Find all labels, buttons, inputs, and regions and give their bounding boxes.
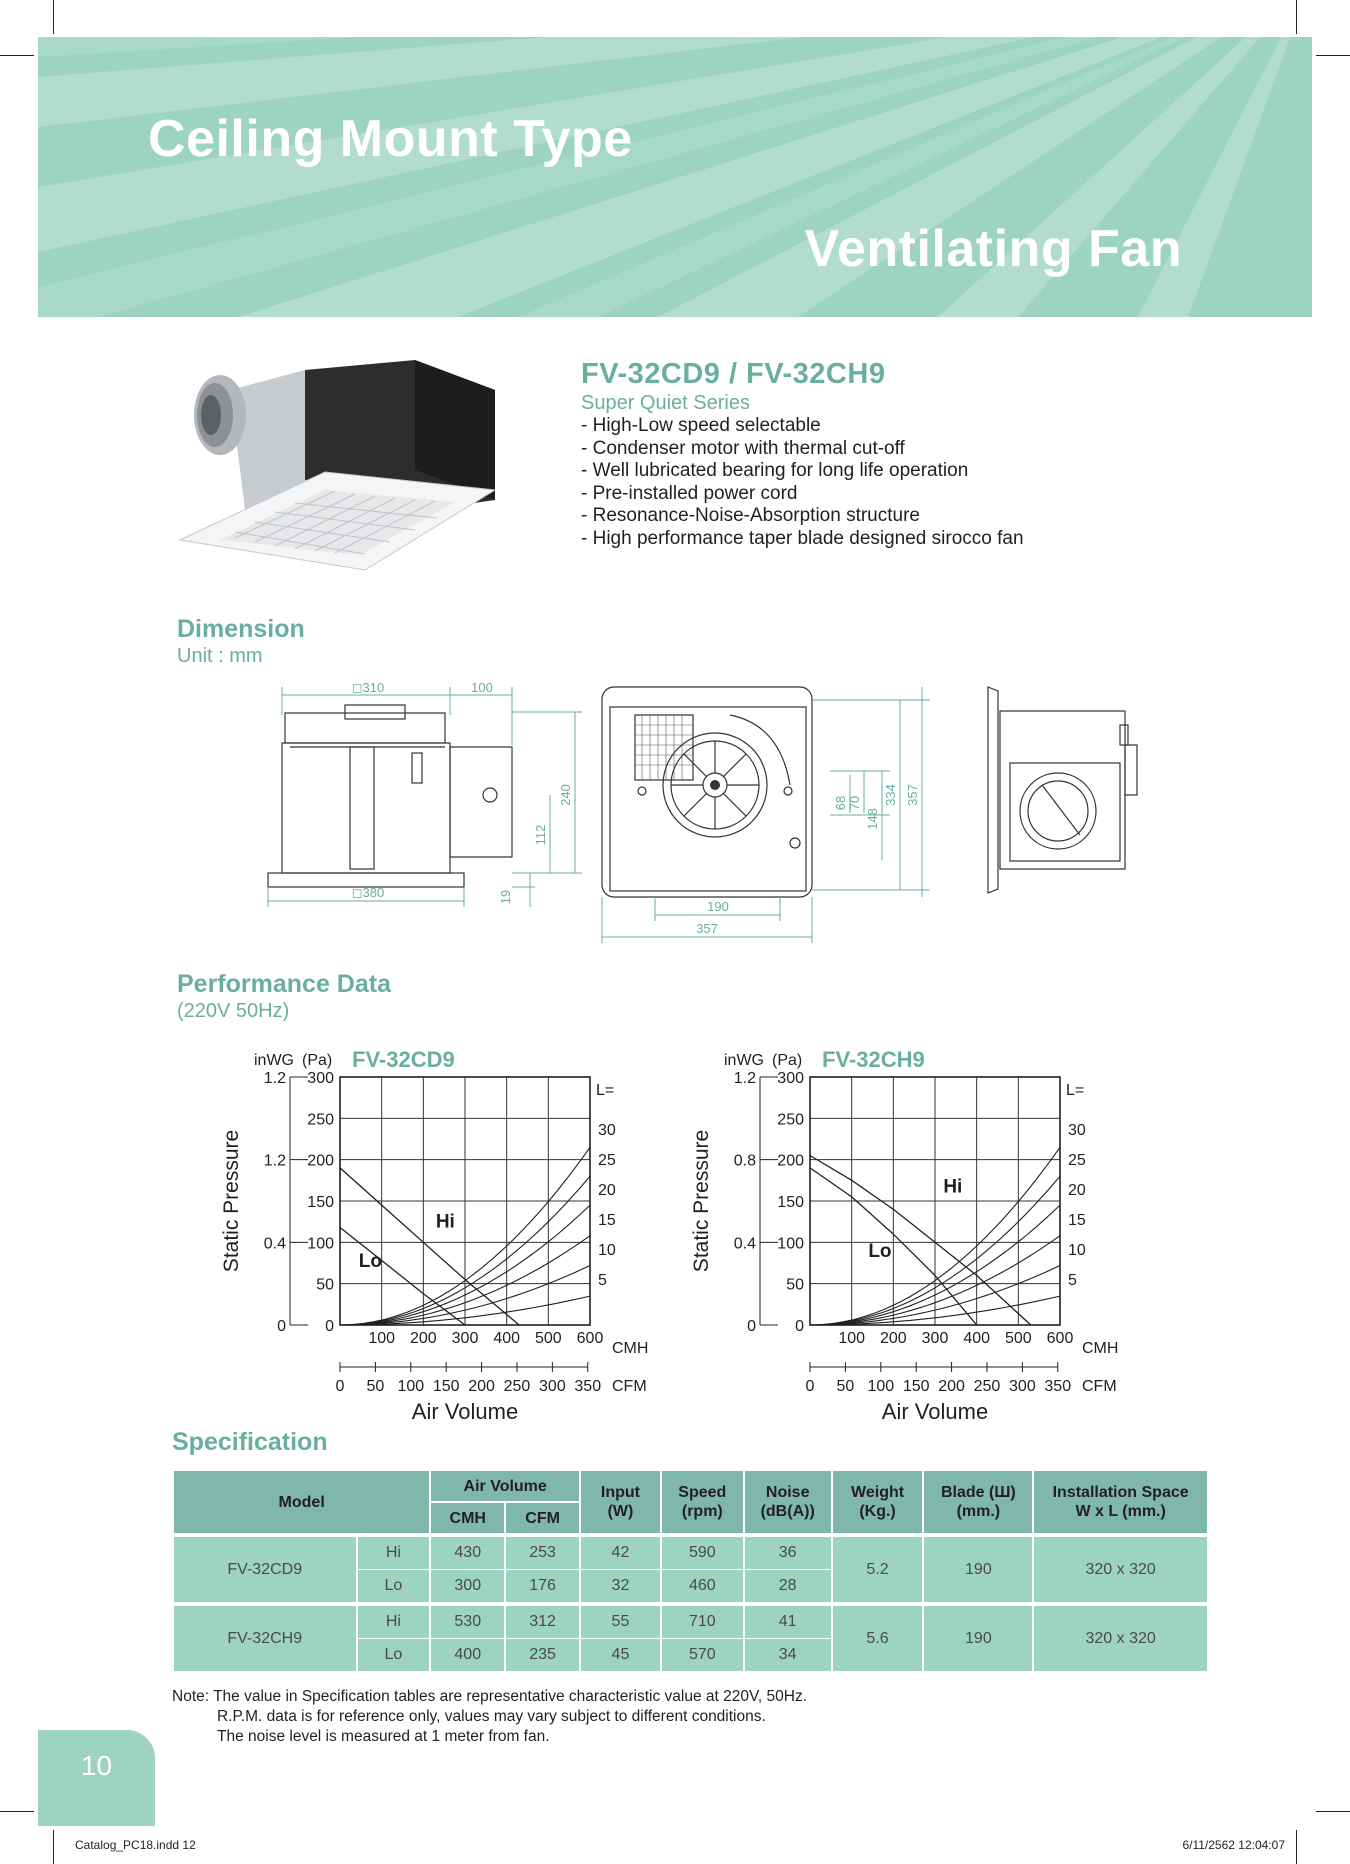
side-view <box>268 680 582 907</box>
cell-model: FV-32CD9 <box>173 1535 357 1604</box>
x-tick-label: 100 <box>838 1330 866 1347</box>
dim-148: 148 <box>865 808 880 830</box>
dim-top-width: ◻310 <box>351 680 385 695</box>
cfm-tick-label: 300 <box>1009 1378 1036 1395</box>
cell-weight: 5.6 <box>832 1604 924 1671</box>
performance-subheading: (220V 50Hz) <box>177 1000 290 1022</box>
y-tick-label: 150 <box>777 1194 804 1211</box>
cell-weight: 5.2 <box>832 1535 924 1604</box>
y-tick-label: 0 <box>795 1318 804 1335</box>
dim-height-112: 112 <box>533 824 548 846</box>
x-unit-cfm: CFM <box>1082 1378 1117 1395</box>
dimension-drawing <box>250 675 1150 965</box>
feature-item: - Well lubricated bearing for long life operation <box>581 460 969 481</box>
y-tick-label: 50 <box>786 1276 804 1294</box>
y-tick-label: 100 <box>307 1235 334 1253</box>
duct-length-label: 25 <box>1068 1152 1086 1169</box>
cell-input: 42 <box>580 1535 661 1570</box>
notes <box>172 1687 807 1747</box>
cfm-tick-label: 200 <box>468 1378 495 1395</box>
cell-speed-mode: Hi <box>357 1604 431 1639</box>
y-axis-label: Static Pressure <box>690 1129 713 1273</box>
cell-blade: 190 <box>923 1535 1033 1604</box>
inwg-tick-label: 1.2 <box>733 1070 756 1087</box>
front-view <box>988 687 1137 893</box>
cell-cfm: 312 <box>505 1604 580 1639</box>
x-tick-label: 600 <box>1046 1330 1074 1347</box>
y-tick-label: 50 <box>316 1276 334 1294</box>
cell-speed: 710 <box>661 1604 744 1639</box>
chart-fv32ch9 <box>680 1032 1150 1422</box>
x-axis-label: Air Volume <box>411 1399 519 1422</box>
x-unit-cmh: CMH <box>612 1340 649 1357</box>
curve-annotation: Hi <box>943 1176 963 1198</box>
cell-speed: 460 <box>661 1570 744 1605</box>
cell-cmh: 530 <box>430 1604 505 1639</box>
cell-speed: 590 <box>661 1535 744 1570</box>
product-model: FV-32CD9 / FV-32CH9 <box>581 358 886 390</box>
y-unit-inwg: inWG <box>254 1052 294 1069</box>
feature-list <box>581 415 1024 550</box>
page-subtitle: Ventilating Fan <box>804 220 1182 278</box>
chart-fv32cd9 <box>210 1032 680 1422</box>
crop-mark <box>1316 55 1350 56</box>
cell-installation-space: 320 x 320 <box>1033 1604 1208 1671</box>
table-row <box>173 1535 1208 1570</box>
y-unit-pa: (Pa) <box>772 1052 803 1069</box>
cfm-tick-label: 0 <box>805 1378 815 1395</box>
x-tick-label: 400 <box>493 1330 521 1347</box>
cfm-tick-label: 150 <box>432 1378 460 1395</box>
cfm-tick-label: 250 <box>973 1378 1001 1395</box>
cell-speed-mode: Lo <box>357 1639 431 1672</box>
duct-length-label: 5 <box>598 1272 607 1289</box>
cfm-tick-label: 350 <box>574 1378 602 1395</box>
inwg-tick-label: 1.2 <box>263 1152 286 1170</box>
fan-curve-hi <box>810 1156 1031 1326</box>
crop-mark <box>0 55 34 56</box>
feature-item: - Pre-installed power cord <box>581 482 798 504</box>
duct-length-title: L= <box>1066 1082 1085 1099</box>
fan-curve-hi <box>340 1168 519 1325</box>
crop-mark <box>0 1811 34 1812</box>
dim-bottom-width: ◻380 <box>351 885 385 900</box>
feature-item: - Resonance-Noise-Absorption structure <box>581 505 920 526</box>
page-tab <box>38 1730 155 1826</box>
y-unit-pa: (Pa) <box>302 1052 333 1069</box>
note-line: Note: The value in Specification tables are representative characteristic value at 220V, 50Hz. <box>172 1688 808 1705</box>
header-cmh: CMH <box>430 1502 505 1535</box>
cell-noise: 41 <box>744 1604 832 1639</box>
header-air-volume: Air Volume <box>430 1470 580 1502</box>
dim-height-19: 19 <box>498 889 513 905</box>
cfm-tick-label: 100 <box>867 1378 895 1395</box>
x-unit-cfm: CFM <box>612 1378 647 1395</box>
x-tick-label: 500 <box>1004 1330 1032 1347</box>
y-tick-label: 200 <box>777 1152 804 1170</box>
header-speed: Speed (rpm) <box>661 1470 744 1535</box>
header-banner <box>38 37 1312 317</box>
cell-noise: 36 <box>744 1535 832 1570</box>
cell-model: FV-32CH9 <box>173 1604 357 1671</box>
y-tick-label: 200 <box>307 1152 334 1170</box>
y-tick-label: 250 <box>307 1111 334 1129</box>
cell-input: 32 <box>580 1570 661 1605</box>
cell-speed-mode: Hi <box>357 1535 431 1570</box>
header-cfm: CFM <box>505 1502 580 1535</box>
crop-mark <box>1316 1811 1350 1812</box>
x-tick-label: 200 <box>409 1330 437 1347</box>
duct-length-label: 15 <box>1068 1212 1086 1229</box>
cfm-tick-label: 50 <box>836 1378 855 1395</box>
y-tick-label: 150 <box>307 1194 334 1211</box>
y-tick-label: 300 <box>777 1070 804 1087</box>
crop-mark <box>1296 1830 1297 1864</box>
y-unit-inwg: inWG <box>724 1052 764 1069</box>
cell-speed: 570 <box>661 1639 744 1672</box>
x-tick-label: 400 <box>963 1330 991 1347</box>
y-tick-label: 100 <box>777 1235 804 1253</box>
cell-cmh: 300 <box>430 1570 505 1605</box>
product-series: Super Quiet Series <box>581 392 750 414</box>
note-line: The noise level is measured at 1 meter from fan. <box>217 1728 550 1745</box>
dimension-unit: Unit : mm <box>177 645 263 667</box>
duct-length-title: L= <box>596 1082 615 1099</box>
cell-noise: 34 <box>744 1639 832 1672</box>
duct-length-label: 15 <box>598 1212 616 1229</box>
cfm-tick-label: 200 <box>938 1378 965 1395</box>
cell-installation-space: 320 x 320 <box>1033 1535 1208 1604</box>
y-tick-label: 0 <box>325 1318 334 1335</box>
footer-timestamp: 6/11/2562 12:04:07 <box>1182 1838 1285 1852</box>
dim-357-vertical: 357 <box>905 784 920 806</box>
inwg-tick-label: 1.2 <box>263 1070 286 1087</box>
page-title: Ceiling Mount Type <box>148 110 633 168</box>
cell-cfm: 235 <box>505 1639 580 1672</box>
header-installation-space: Installation Space W x L (mm.) <box>1033 1470 1208 1535</box>
curve-annotation: Lo <box>868 1241 892 1263</box>
cell-input: 55 <box>580 1604 661 1639</box>
cell-noise: 28 <box>744 1570 832 1605</box>
product-photo <box>175 360 505 585</box>
footer-file-info: Catalog_PC18.indd 12 <box>75 1838 196 1852</box>
cfm-tick-label: 100 <box>397 1378 425 1395</box>
chart-title: FV-32CD9 <box>352 1047 455 1072</box>
x-unit-cmh: CMH <box>1082 1340 1119 1357</box>
feature-item: - Condenser motor with thermal cut-off <box>581 437 905 459</box>
duct-length-label: 10 <box>598 1242 616 1259</box>
table-row <box>173 1604 1208 1639</box>
cfm-tick-label: 350 <box>1044 1378 1072 1395</box>
page-number: 10 <box>80 1750 113 1781</box>
duct-length-label: 5 <box>1068 1272 1077 1289</box>
performance-heading: Performance Data <box>177 970 391 998</box>
curve-annotation: Hi <box>435 1211 455 1233</box>
inwg-tick-label: 0.8 <box>733 1152 756 1170</box>
dim-68: 68 <box>833 795 848 811</box>
note-line: R.P.M. data is for reference only, values may vary subject to different conditions. <box>217 1708 766 1725</box>
duct-length-label: 30 <box>598 1122 616 1139</box>
duct-length-label: 25 <box>598 1152 616 1169</box>
x-tick-label: 500 <box>534 1330 562 1347</box>
cell-speed-mode: Lo <box>357 1570 431 1605</box>
cell-cmh: 400 <box>430 1639 505 1672</box>
header-blade: Blade (Ш) (mm.) <box>923 1470 1033 1535</box>
dim-70: 70 <box>847 795 862 811</box>
chart-title: FV-32CH9 <box>822 1047 925 1072</box>
duct-length-label: 20 <box>598 1182 616 1199</box>
x-tick-label: 300 <box>921 1330 949 1347</box>
cfm-tick-label: 0 <box>335 1378 345 1395</box>
cfm-tick-label: 150 <box>902 1378 930 1395</box>
crop-mark <box>53 1830 54 1864</box>
cfm-tick-label: 250 <box>503 1378 531 1395</box>
dim-duct-length: 100 <box>471 680 493 695</box>
x-tick-label: 300 <box>451 1330 479 1347</box>
inwg-tick-label: 0.4 <box>263 1235 286 1253</box>
header-weight: Weight (Kg.) <box>832 1470 924 1535</box>
dim-width-357: 357 <box>696 921 718 936</box>
x-tick-label: 200 <box>879 1330 907 1347</box>
plan-view <box>602 687 930 943</box>
specification-table <box>172 1469 1209 1671</box>
y-axis-label: Static Pressure <box>220 1129 243 1273</box>
cell-blade: 190 <box>923 1604 1033 1671</box>
cell-cfm: 253 <box>505 1535 580 1570</box>
curve-annotation: Lo <box>358 1251 382 1273</box>
cell-cmh: 430 <box>430 1535 505 1570</box>
dim-height-240: 240 <box>558 784 573 806</box>
inwg-tick-label: 0 <box>277 1318 286 1335</box>
feature-item: - High performance taper blade designed sirocco fan <box>581 527 1024 549</box>
duct-length-label: 10 <box>1068 1242 1086 1259</box>
x-axis-label: Air Volume <box>881 1399 989 1422</box>
duct-length-label: 20 <box>1068 1182 1086 1199</box>
y-tick-label: 250 <box>777 1111 804 1129</box>
cfm-tick-label: 50 <box>366 1378 385 1395</box>
y-tick-label: 300 <box>307 1070 334 1087</box>
cfm-tick-label: 300 <box>539 1378 566 1395</box>
crop-mark <box>53 0 54 34</box>
dimension-heading: Dimension <box>177 615 305 643</box>
inwg-tick-label: 0 <box>747 1318 756 1335</box>
header-model: Model <box>173 1470 430 1535</box>
specification-heading: Specification <box>172 1428 328 1456</box>
crop-mark <box>1296 0 1297 34</box>
cell-cfm: 176 <box>505 1570 580 1605</box>
header-input: Input (W) <box>580 1470 661 1535</box>
x-tick-label: 600 <box>576 1330 604 1347</box>
inwg-tick-label: 0.4 <box>733 1235 756 1253</box>
x-tick-label: 100 <box>368 1330 396 1347</box>
dim-334: 334 <box>883 784 898 806</box>
cell-input: 45 <box>580 1639 661 1672</box>
feature-item: - High-Low speed selectable <box>581 415 821 436</box>
dim-width-190: 190 <box>707 899 729 914</box>
duct-length-label: 30 <box>1068 1122 1086 1139</box>
header-noise: Noise (dB(A)) <box>744 1470 832 1535</box>
